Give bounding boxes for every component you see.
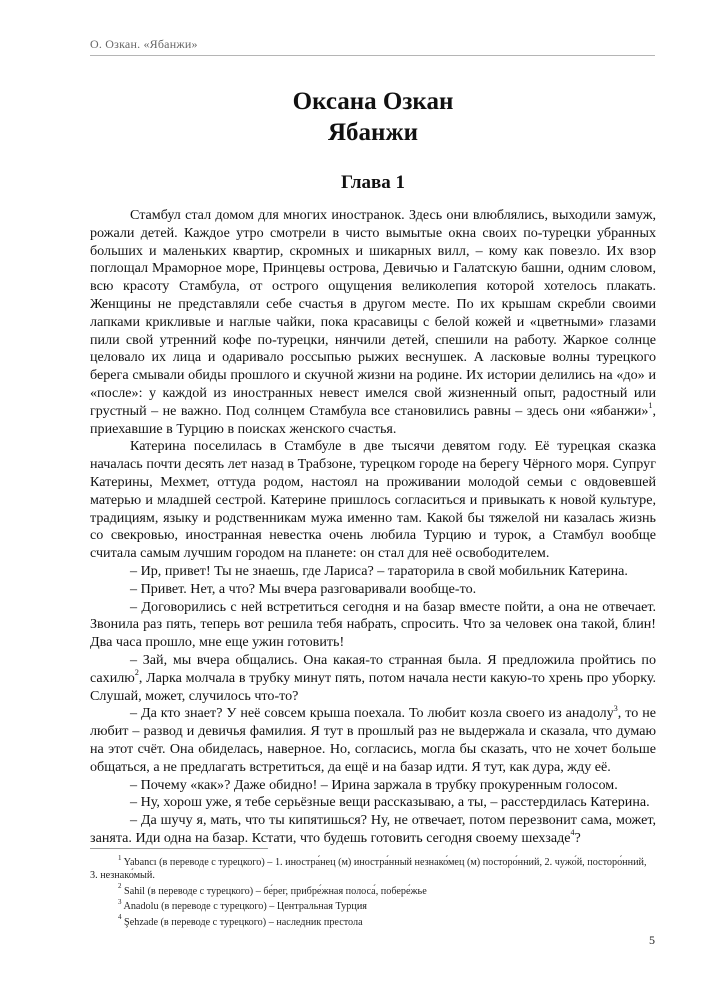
footnote-rule bbox=[90, 848, 268, 849]
author-name: Оксана Озкан bbox=[292, 88, 454, 115]
book-name: Ябанжи bbox=[328, 119, 418, 146]
footnote bbox=[90, 897, 656, 913]
footnote-ref[interactable]: 4 bbox=[570, 828, 575, 838]
footnote-number: 1 bbox=[118, 853, 122, 862]
footnote bbox=[90, 853, 656, 883]
footnote-number: 4 bbox=[118, 913, 122, 922]
paragraph: Стамбул стал домом для многих иностранок. Здесь они влюблялись, выходили замуж, рожали детей. Каждое утро смотрели в чисто вымытые окна своих по-турецки убранных больших и маленьких квартир, скромных и шикарных вилл, – кому как повезло. Их взор поглощал Мраморное море, Принцевы острова, Девичью и Галатскую башни, одним словом, всю красоту Стамбула, от острого ощущения великолепия которой хотелось плакать. Женщины не представляли себе счастья в другом месте. По их крышам скребли своими лапками крикливые и наглые чайки, пока красавицы с белой кожей и «цветными» глазами пили свой утренний кофе по-турецки, нянчили детей, спешили на работу. Жаркое солнце целовало их лица и одаривало россыпью рыжих веснушек. А ласковые волны турецкого берега смывали обиды прошлого и скучной жизни на родине. Их истории делились на «до» и «после»: у каждой из иностранных невест имелся свой жизненный опыт, радостный или грустный – не важно. Под солнцем Стамбула все становились равны – здесь они «ябанжи»$^1$, приехавшие в Турцию в поисках женского счастья. bbox=[90, 207, 656, 437]
paragraph: Катерина поселилась в Стамбуле в две тысячи девятом году. Её турецкая сказка началась почти десять лет назад в Трабзоне, турецком городе на берегу Чёрного моря. Супруг Катерины, Мехмет, оттуда родом, настоял на проживании молодой семьи с овдовевшей матерью и младшей сестрой. Катерине пришлось согласиться и привыкать к новой культуре, традициям, языку и родственникам мужа именно там. Какой бы тяжелой ни казалась жизнь со свекровью, иностранная невестка очень любила Турцию и турок, а Стамбул вообще считала самым лучшим городом на планете: он стал для неё освободителем. bbox=[90, 438, 656, 562]
paragraph: – Почему «как»? Даже обидно! – Ирина заржала в трубку прокуренным голосом. bbox=[130, 776, 618, 793]
paragraph: – Привет. Нет, а что? Мы вчера разговаривали вообще-то. bbox=[130, 580, 477, 597]
footnote-text: Sahil (в переводе с турецкого) – бе́рег, прибре́жная полоса́, побере́жье bbox=[124, 885, 427, 897]
header-rule bbox=[90, 55, 655, 56]
footnote-text: Şehzade (в переводе с турецкого) – наследник престола bbox=[124, 916, 363, 928]
footnotes bbox=[90, 853, 656, 931]
page-number: 5 bbox=[649, 933, 655, 947]
footnote-number: 2 bbox=[118, 882, 122, 891]
footnote-number: 3 bbox=[118, 897, 122, 906]
footnote-ref[interactable]: 1 bbox=[648, 401, 653, 411]
paragraph: – Ир, привет! Ты не знаешь, где Лариса? – тараторила в свой мобильник Катерина. bbox=[130, 562, 628, 579]
chapter-heading: Глава 1 bbox=[340, 172, 406, 193]
paragraph: – Да кто знает? У неё совсем крыша поехала. То любит козла своего из анадолу$^3$, то не любит – развод и девичья фамилия. Я тут в прошлый раз не выдержала и сказала, что думаю на этот счёт. Она обиделась, наверное. Но, согласись, могла бы сказать, что не хочет больше общаться, а не предлагать встретиться, да ещё и на базар идти. Я тут, как дура, жду её. bbox=[90, 703, 656, 775]
paragraph: – Договорились с ней встретиться сегодня и на базар вместе пойти, а она не отвечает. Звонила раз пять, теперь вот решила тебя набрать, спросить. Что за человек она такой, блин! Два часа прошло, мне еще ужин готовить! bbox=[90, 598, 656, 651]
footnote bbox=[90, 913, 656, 929]
footnote-ref[interactable]: 2 bbox=[134, 668, 139, 678]
paragraph: – Ну, хорош уже, я тебе серьёзные вещи рассказываю, а ты, – расстердилась Катерина. bbox=[130, 794, 650, 811]
book-title bbox=[90, 86, 656, 148]
footnote bbox=[90, 882, 656, 898]
footnote-text: Anadolu (в переводе с турецкого) – Центральная Турция bbox=[123, 901, 367, 913]
footnote-ref[interactable]: 3 bbox=[613, 703, 618, 713]
paragraph: – Да шучу я, мать, что ты кипятишься? Ну, не отвечает, потом перезвонит сама, может, занята. Иди одна на базар. Кстати, что будешь готовить сегодня своему шехзаде$^4$? bbox=[90, 812, 656, 846]
paragraph: – Зай, мы вчера общались. Она какая-то странная была. Я предложила пройтись по сахилю$^2$, Ларка молчала в трубку минут пять, потом начала нести какую-то хрень про уборку. Слушай, может, случилось что-то? bbox=[90, 651, 656, 704]
footnote-text: Yabancı (в переводе с турецкого) – 1. иностра́нец (м) иностра́нный незнако́мец (м) посторо́нний, 2. чужо́й, посторо́нний, 3. незнако́мый. bbox=[90, 857, 647, 882]
running-head: О. Озкан. «Ябанжи» bbox=[90, 37, 198, 51]
body-text bbox=[90, 207, 656, 848]
